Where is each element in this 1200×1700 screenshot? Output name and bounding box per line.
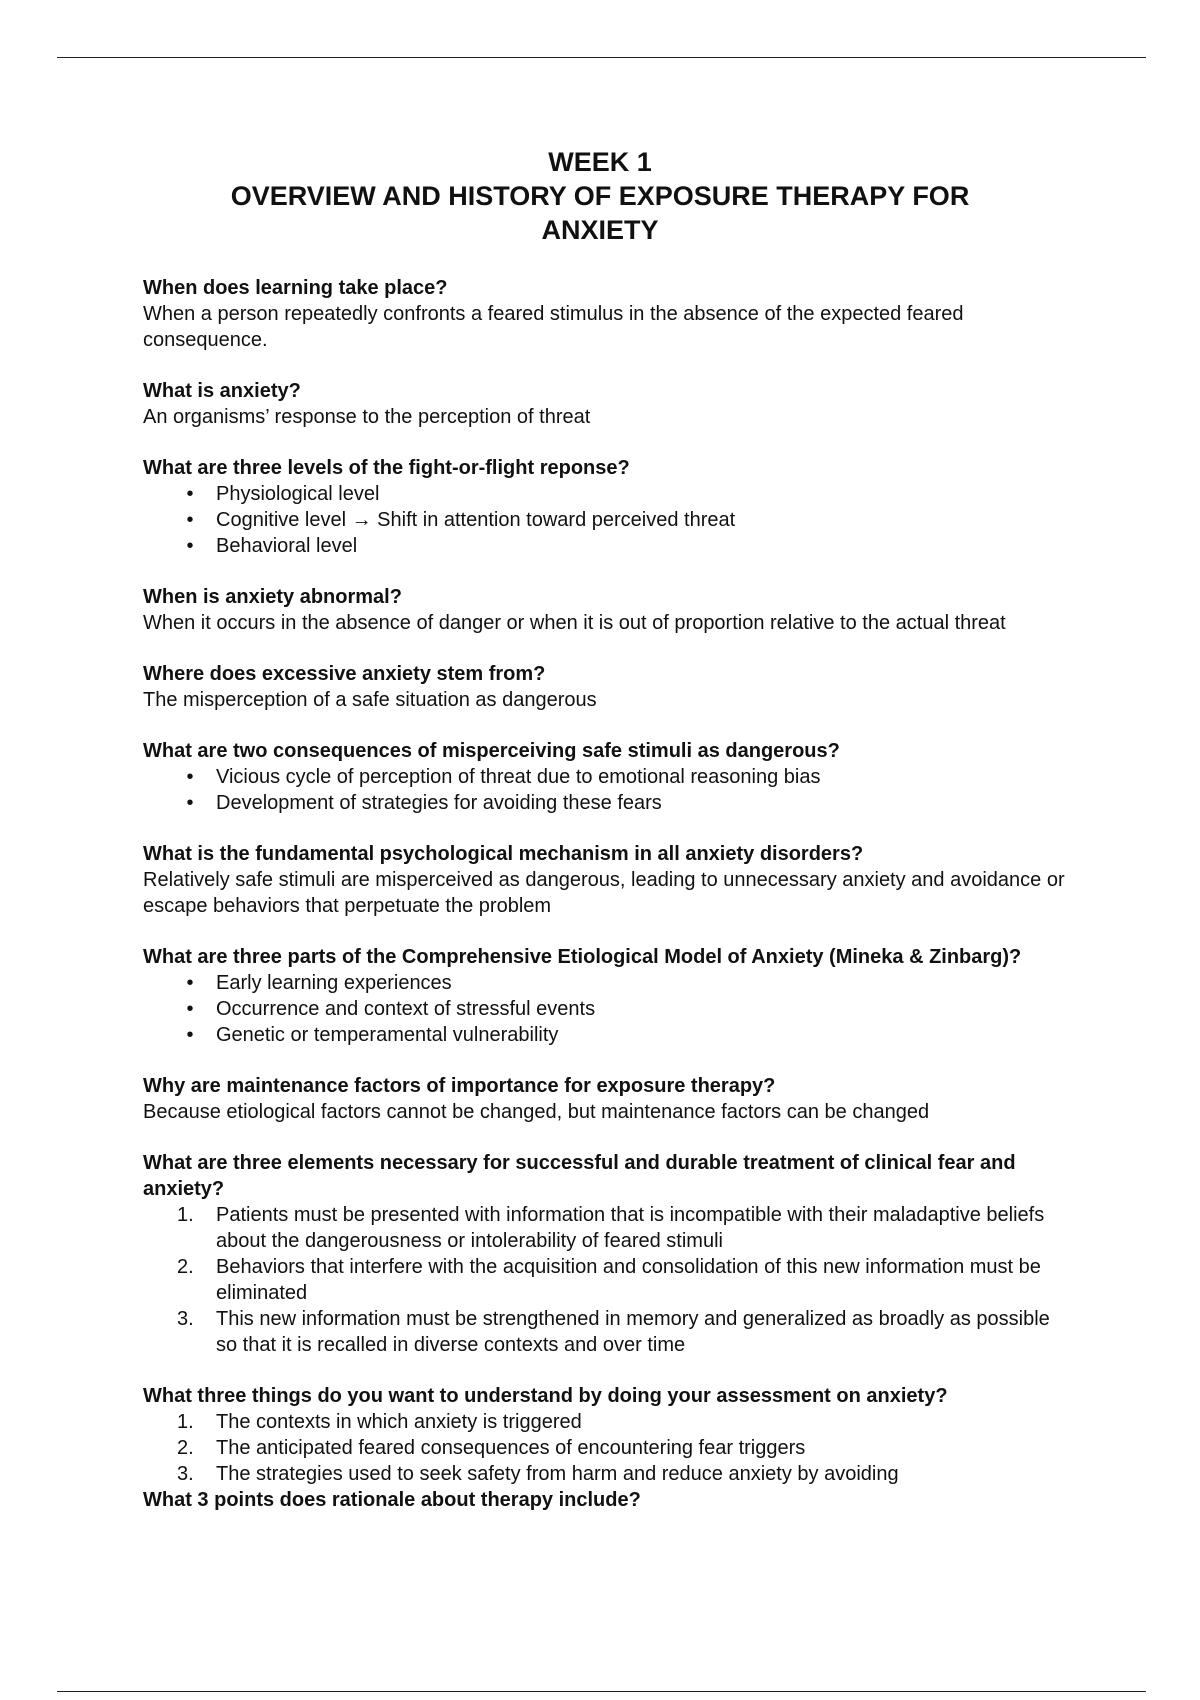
qa-section [143,455,1068,559]
list-item: • Genetic or temperamental vulnerability [143,1022,1068,1048]
week-heading: WEEK 1 [548,147,652,177]
question-heading: What is the fundamental psychological mechanism in all anxiety disorders? [143,843,864,865]
bullet-list [143,764,1068,816]
qa-section [143,1150,1068,1358]
question-heading: When does learning take place? [143,277,448,299]
qa-section [143,944,1068,1048]
title-line-1: OVERVIEW AND HISTORY OF EXPOSURE THERAPY FOR [230,181,970,211]
list-number: 1. [177,1411,194,1433]
bullet-marker: • [186,998,194,1020]
qa-section [143,841,1068,919]
question-heading: Why are maintenance factors of importance for exposure therapy? [143,1075,776,1097]
title-line-2: ANXIETY [541,215,659,245]
bullet-marker: • [186,766,194,788]
list-item: 2. Behaviors that interfere with the acquisition and consolidation of this new information must be eliminated [177,1256,1041,1304]
list-number: 3. [177,1463,194,1485]
list-item: • Cognitive level → Shift in attention toward perceived threat [143,507,1068,533]
answer-text: When it occurs in the absence of danger or when it is out of proportion relative to the actual threat [143,612,1006,634]
question-heading: What are three levels of the fight-or-flight reponse? [143,457,630,479]
list-number: 2. [177,1437,194,1459]
bullet-marker: • [186,535,194,557]
qa-section [143,661,1068,713]
bullet-list [143,970,1068,1048]
question-heading: What are two consequences of misperceiving safe stimuli as dangerous? [143,740,840,762]
qa-section [143,1073,1068,1125]
bullet-marker: • [186,483,194,505]
top-rule [57,57,1146,58]
qa-section [143,378,1068,430]
question-heading: What is anxiety? [143,380,301,402]
qa-section [143,275,1068,353]
bullet-marker: • [186,792,194,814]
question-heading: What three things do you want to understand by doing your assessment on anxiety? [143,1385,948,1407]
list-item: 3. The strategies used to seek safety from harm and reduce anxiety by avoiding [177,1463,899,1485]
question-heading: What 3 points does rationale about therapy include? [143,1489,641,1511]
numbered-list [143,1409,1068,1487]
list-number: 1. [177,1204,194,1226]
bullet-marker: • [186,509,194,531]
list-item: • Behavioral level [143,533,1068,559]
question-heading: Where does excessive anxiety stem from? [143,663,546,685]
bullet-marker: • [186,1024,194,1046]
bottom-rule [57,1691,1146,1692]
list-item: • Physiological level [143,481,1068,507]
list-item: • Development of strategies for avoiding these fears [143,790,1068,816]
numbered-list [143,1202,1068,1358]
qa-section [143,1487,1068,1513]
bullet-list [143,481,1068,559]
list-item: 3. This new information must be strengthened in memory and generalized as broadly as possible so that it is recalled in diverse contexts and over time [177,1308,1050,1356]
list-item: • Occurrence and context of stressful events [143,996,1068,1022]
list-number: 2. [177,1256,194,1278]
qa-section [143,1383,1068,1487]
qa-section [143,584,1068,636]
question-heading: What are three parts of the Comprehensive Etiological Model of Anxiety (Mineka & Zinbarg)? [143,946,1022,968]
list-item: 2. The anticipated feared consequences of encountering fear triggers [177,1437,806,1459]
answer-text: Because etiological factors cannot be changed, but maintenance factors can be changed [143,1101,930,1123]
question-heading: When is anxiety abnormal? [143,586,402,608]
bullet-marker: • [186,972,194,994]
answer-text: When a person repeatedly confronts a feared stimulus in the absence of the expected feared consequence. [143,303,964,351]
qa-section [143,738,1068,816]
qa-content [143,275,1068,1538]
list-item: 1. Patients must be presented with information that is incompatible with their maladaptive beliefs about the dangerousness or intolerability of feared stimuli [177,1204,1045,1252]
list-item: 1. The contexts in which anxiety is triggered [177,1411,582,1433]
list-item: • Early learning experiences [143,970,1068,996]
page-title [150,145,1050,247]
list-number: 3. [177,1308,194,1330]
list-item: • Vicious cycle of perception of threat due to emotional reasoning bias [143,764,1068,790]
answer-text: The misperception of a safe situation as dangerous [143,689,597,711]
question-heading: What are three elements necessary for successful and durable treatment of clinical fear and anxiety? [143,1152,1016,1200]
answer-text: Relatively safe stimuli are misperceived as dangerous, leading to unnecessary anxiety and avoidance or escape behaviors that perpetuate the problem [143,869,1065,917]
answer-text: An organisms’ response to the perception of threat [143,406,591,428]
